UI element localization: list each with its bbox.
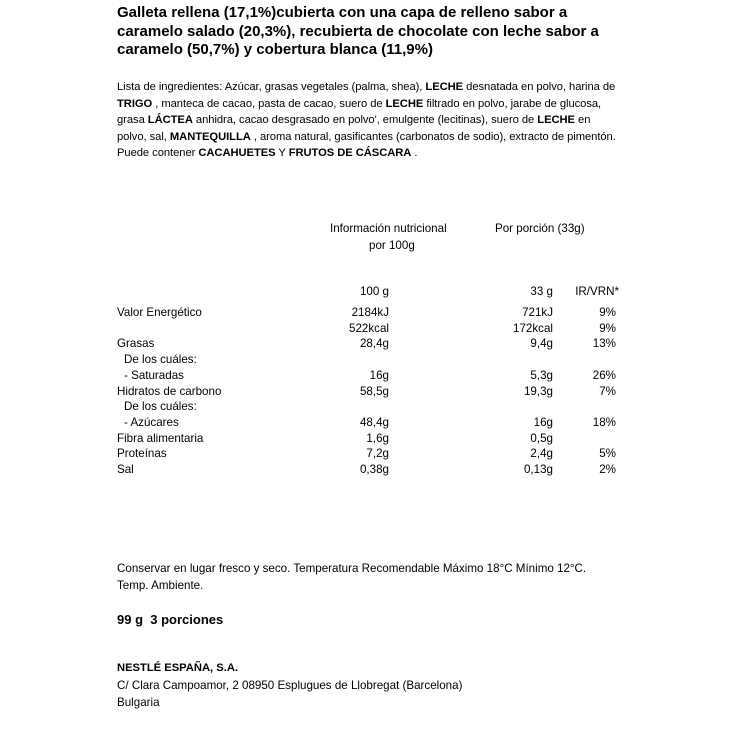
unit-ir-vrn: IR/VRN* [575,285,619,298]
allergen: LECHE [537,114,575,127]
ingredient-text: Lista de ingredientes: Azúcar, grasas vegetales (palma, shea), [117,81,426,93]
allergen: CACAHUETES [198,147,276,160]
ingredient-text: , manteca de cacao, pasta de cacao, suero de [152,97,386,110]
allergen: MANTEQUILLA [169,130,251,143]
net-weight-info [117,612,223,627]
value-per-portion: 16g [533,415,553,429]
unit-portion: 33 g [530,285,553,298]
value-per-portion: 2,4g [530,447,553,461]
nutrient-label: De los cuáles: [124,400,197,414]
nutrient-label: De los cuáles: [124,353,197,367]
value-per-portion: 172kcal [513,321,553,335]
value-ir-vrn: 2% [599,463,616,476]
allergen: LÁCTEA [147,114,193,127]
nutrient-label: Proteínas [117,447,167,461]
product-title: Galleta rellena (17,1%)cubierta con una capa de relleno sabor a caramelo salado (20,3%), recubierta de chocolate con leche sabor a caramelo (50,7%) y cobertura blanca (11,9%) [117,4,599,58]
value-per-100g: 7,2g [366,447,389,461]
value-per-portion: 5,3g [530,368,553,382]
storage-instructions: Conservar en lugar fresco y seco. Temperatura Recomendable Máximo 18°C Mínimo 12°C. Temp. Ambiente. [117,562,587,592]
company-info [117,660,597,711]
company-address: C/ Clara Campoamor, 2 08950 Esplugues de Llobregat (Barcelona) [117,679,463,692]
value-per-portion: 9,4g [530,337,553,351]
value-per-100g: 16g [369,368,389,382]
ingredient-text: filtrado en polvo, jarabe de glucosa, grasa [117,97,602,127]
value-ir-vrn: 5% [599,447,616,461]
portion-count: 3 porciones [150,612,224,627]
nutrient-label: Fibra alimentaria [117,431,204,445]
nutrient-label: - Azúcares [124,415,179,429]
nutrient-label: - Saturadas [124,368,184,382]
nutrition-table [117,222,619,476]
value-per-100g: 2184kJ [351,306,389,319]
ingredient-text: en polvo, sal, [117,114,591,143]
ingredient-text: , aroma natural, gasificantes (carbonatos de sodio), extracto de pimentón. Puede contener [117,130,616,160]
value-ir-vrn: 13% [592,337,616,351]
allergen: LECHE [385,97,424,110]
value-per-100g: 1,6g [366,431,389,445]
value-per-portion: 0,5g [530,431,553,445]
value-ir-vrn: 9% [599,306,616,319]
ingredient-text: anhidra, cacao desgrasado en polvo', emulgente (lecitinas), suero de [192,114,538,127]
header-per-100g: Información nutricional [330,222,447,235]
header-per-100g-unit: por 100g [369,239,415,252]
value-per-portion: 0,13g [523,463,553,476]
allergen: LECHE [425,81,464,93]
company-name: NESTLÉ ESPAÑA, S.A. [117,662,239,674]
value-ir-vrn: 26% [592,368,616,382]
country-of-origin: Bulgaria [117,696,160,709]
header-per-portion: Por porción (33g) [495,222,585,235]
nutrient-label: Hidratos de carbono [117,384,222,398]
value-per-100g: 28,4g [359,337,389,351]
nutrient-label: Sal [117,463,134,476]
ingredients-list [117,79,617,162]
value-per-100g: 0,38g [359,463,389,476]
nutrient-label: Grasas [117,337,155,351]
value-per-portion: 19,3g [523,384,553,398]
nutrient-label: Valor Energético [117,306,202,319]
value-per-100g: 522kcal [349,321,389,335]
ingredient-text: desnatada en polvo, harina de [463,81,616,93]
value-per-portion: 721kJ [522,306,553,319]
allergen: TRIGO [117,97,153,110]
ingredient-text: . [411,147,418,160]
net-weight: 99 g [117,612,144,627]
value-ir-vrn: 7% [599,384,616,398]
value-ir-vrn: 18% [592,415,616,429]
value-ir-vrn: 9% [599,321,616,335]
unit-100g: 100 g [359,285,389,298]
allergen: FRUTOS DE CÁSCARA [288,147,412,160]
value-per-100g: 48,4g [359,415,389,429]
value-per-100g: 58,5g [359,384,389,398]
ingredient-text: Y [275,147,289,160]
